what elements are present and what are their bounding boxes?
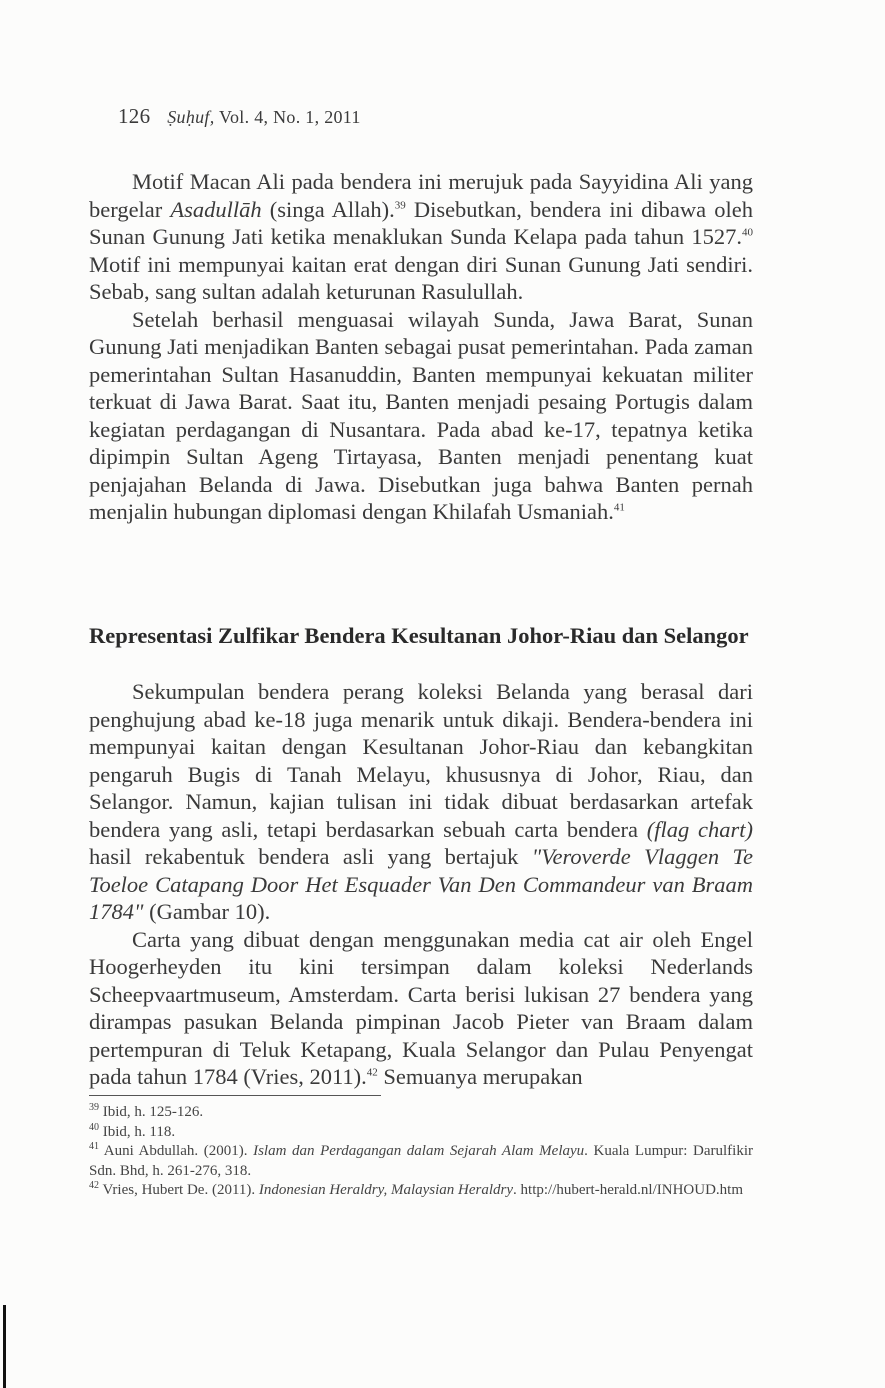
- paragraph-text: (Gambar 10).: [143, 899, 271, 924]
- footnote-number: 42: [89, 1180, 99, 1191]
- paragraph-macan-ali: [89, 168, 753, 306]
- footnote-39: [89, 1103, 753, 1123]
- running-header: [118, 104, 361, 129]
- footnote-text: Vries, Hubert De. (2011).: [102, 1182, 259, 1198]
- footnote-text: . http://hubert-herald.nl/INHOUD.htm: [513, 1182, 744, 1198]
- footnote-ref-39: 39: [394, 199, 406, 211]
- footnote-ref-40: 40: [742, 226, 753, 239]
- paragraph-text: (singa Allah).: [261, 196, 395, 222]
- footnote-text: Auni Abdullah. (2001).: [103, 1143, 254, 1159]
- italic-term: Asadullāh: [170, 196, 262, 222]
- paragraph-text: Semuanya merupakan: [377, 1064, 583, 1089]
- footnote-41: [89, 1142, 753, 1181]
- footnote-text: Ibid, h. 125-126.: [102, 1104, 204, 1120]
- footnote-book-title: Indonesian Heraldry, Malaysian Heraldry: [258, 1182, 514, 1198]
- body-text-bottom: [89, 678, 753, 1091]
- paragraph-text: hasil rekabentuk bendera asli yang bertajuk: [89, 844, 532, 869]
- footnote-divider: [89, 1095, 381, 1096]
- paragraph-chart: [89, 926, 753, 1091]
- paragraph-flag-collection: [89, 678, 753, 926]
- paragraph-text: Motif ini mempunyai kaitan erat dengan diri Sunan Gunung Jati sendiri. Sebab, sang sultan adalah keturunan Rasulullah.: [89, 251, 753, 304]
- journal-volume: Vol. 4, No. 1, 2011: [219, 107, 361, 127]
- page-number: 126: [118, 104, 151, 128]
- footnotes: [89, 1103, 753, 1201]
- footnote-number: 39: [89, 1102, 99, 1113]
- footnote-number: 40: [89, 1121, 99, 1133]
- footnote-number: 41: [89, 1141, 99, 1152]
- footnote-text: Ibid, h. 118.: [102, 1123, 176, 1140]
- journal-title: Ṣuḥuf,: [167, 107, 215, 127]
- body-text-top: [89, 168, 753, 526]
- paragraph-text: Sekumpulan bendera perang koleksi Belanda yang berasal dari penghujung abad ke-18 juga menarik untuk dikaji. Bendera-bendera ini mempunyai kaitan dengan Kesultanan Johor-Riau dan kebangkitan pengaruh Bugis di Tanah Melayu, khususnya di Johor, Riau, dan Selangor. Namun, kajian tulisan ini tidak dibuat berdasarkan artefak bendera yang asli, tetapi berdasarkan sebuah carta bendera: [89, 679, 753, 842]
- paragraph-text: Motif Macan Ali pada bendera ini merujuk pada Sayyidina Ali yang bergelar: [89, 169, 753, 222]
- footnote-text: . Kuala Lumpur: Darulfikir Sdn. Bhd, h. 261-276, 318.: [89, 1143, 753, 1179]
- paragraph-banten: [89, 306, 753, 526]
- footnote-40: [89, 1123, 753, 1143]
- footnote-42: [89, 1181, 753, 1201]
- italic-title: "Veroverde Vlaggen Te Toeloe Catapang Door Het Esquader Van Den Commandeur van Braam 1784": [89, 844, 753, 924]
- footnote-ref-41: 41: [613, 501, 625, 514]
- paragraph-text: Disebutkan, bendera ini dibawa oleh Sunan Gunung Jati ketika menaklukan Sunda Kelapa pada tahun 1527.: [89, 196, 753, 249]
- section-heading: Representasi Zulfikar Bendera Kesultanan Johor-Riau dan Selangor: [89, 623, 749, 648]
- paragraph-text: Carta yang dibuat dengan menggunakan media cat air oleh Engel Hoogerheyden itu kini tersimpan dalam koleksi Nederlands Scheepvaartmuseum, Amsterdam. Carta berisi lukisan 27 bendera yang dirampas pasukan Belanda pimpinan Jacob Pieter van Braam dalam pertempuran di Teluk Ketapang, Kuala Selangor dan Pulau Penyengat pada tahun 1784 (Vries, 2011).: [89, 926, 753, 1089]
- footnote-book-title: Islam dan Perdagangan dalam Sejarah Alam Melayu: [253, 1143, 585, 1159]
- footnote-ref-42: 42: [366, 1066, 378, 1079]
- paragraph-text: Setelah berhasil menguasai wilayah Sunda, Jawa Barat, Sunan Gunung Jati menjadikan Banten sebagai pusat pemerintahan. Pada zaman pemerintahan Sultan Hasanuddin, Banten mempunyai kekuatan militer terkuat di Jawa Barat. Saat itu, Banten menjadi pesaing Portugis dalam kegiatan perdagangan di Nusantara. Pada abad ke-17, tepatnya ketika dipimpin Sultan Ageng Tirtayasa, Banten menjadi penentang kuat penjajahan Belanda di Jawa. Disebutkan juga bahwa Banten pernah menjalin hubungan diplomasi dengan Khilafah Usmaniah.: [89, 306, 753, 524]
- scan-edge-mark: [3, 1305, 6, 1388]
- italic-term: (flag chart): [646, 816, 754, 842]
